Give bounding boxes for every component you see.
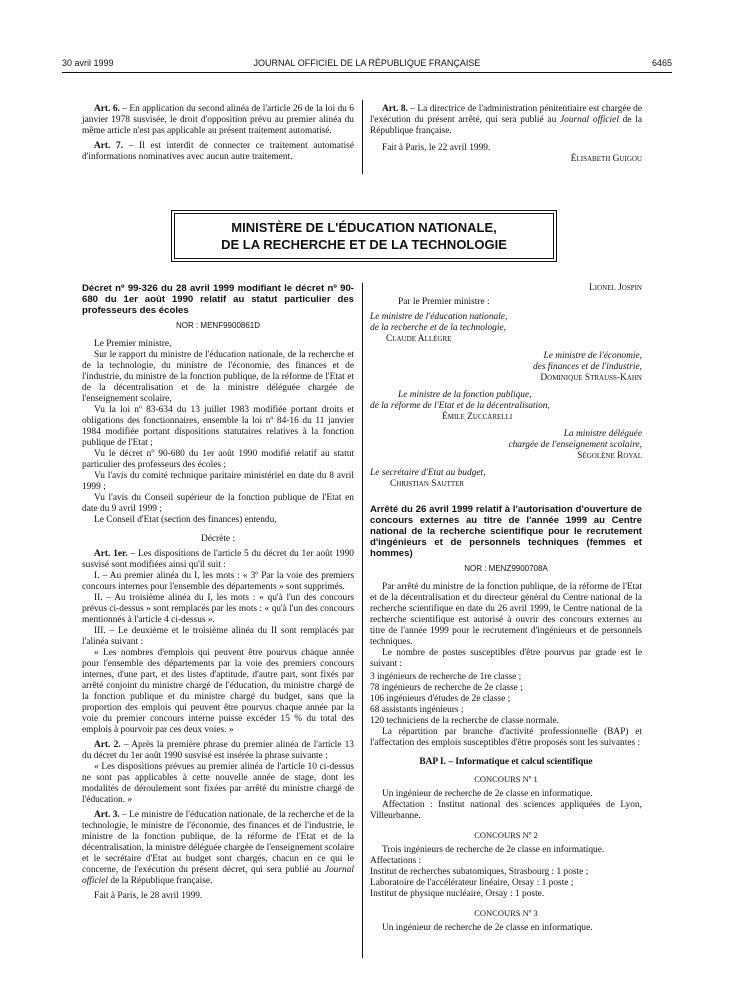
concours-2-item: Laboratoire de l'accélérateur linéaire, Orsay : 1 poste ; [370,878,574,888]
decret-nor: NOR : MENF9900861D [175,321,261,330]
visa-4: Vu l'avis du comité technique paritaire ministériel en date du 8 avril 1999 ; [82,471,354,492]
article-3 [82,810,354,887]
concours-2-line1: Trois ingénieurs de recherche de 2e classe en informatique. [382,845,605,855]
ministry-heading-box [174,213,554,259]
top-column-divider [362,100,363,174]
article-3-journal: Journal officiel [82,865,354,886]
arrete-p2: Le nombre de postes susceptibles d'être pourvus par grade est le suivant : [370,648,642,669]
sig-block-educ [370,312,642,345]
article-1 [82,549,354,571]
visa-1: Sur le rapport du ministre de l'éducation nationale, de la recherche et de la technologie, du ministre de l'économie, des finances et de l'industrie, du ministre de la fonction publique, de la réforme de l'Etat et de la décentralisation et de la ministre déléguée chargée de l'enseignement scolaire, [82,350,354,404]
article-8-end: de la République française. [370,115,642,136]
concours-2-line2: Affectations : [370,856,422,866]
arrete-p1: Par arrêté du ministre de la fonction publique, de la réforme de l'Etat et de la décentralisation et du directeur général du Centre national de la recherche scientifique en date du 26 avril 1999, le Centre national de la recherche scientifique est autorisé à ouvrir des concours externes au titre de l'année 1999 pour le recrutement d'ingénieurs et de personnels techniques. [370,582,642,647]
sig-fp-line1: Le ministre de la fonction publique, [398,390,532,400]
bap-heading: BAP I. – Informatique et calcul scientifique [419,757,593,767]
sig-strauss-kahn: Dominique Strauss-Kahn [540,373,642,383]
sig-eco-line1: Le ministre de l'économie, [543,351,642,361]
sig-sautter: Christian Sautter [390,479,465,489]
sig-del-line2: chargée de l'enseignement scolaire, [508,440,642,450]
article-1-item-2: II. – Au troisième alinéa du I, les mots : « qu'à l'un des concours prévus ci-dessus » sont remplacés par les mots : « qu'à l'un des concours mentionnés à l'article 4 ci-dessus ». [82,593,354,625]
article-1-quote: « Les nombres d'emplois qui peuvent être pourvus chaque année pour l'ensemble des départements par la voie des premiers concours internes, d'une part, et des listes d'aptitude, d'autre part, sont fixés par arrêté conjoint du ministre chargé de l'éducation, du ministre chargé de la fonction publique et du ministre chargé du budget, sans que la proportion des emplois qui peuvent être pourvus chaque année par la voie du premier concours interne puisse excéder 15 % du total des emplois à pourvoir par ces deux voies. » [82,648,354,735]
article-2-text: – Après la première phrase du premier alinéa de l'article 13 du décret du 1er août 1990 susvisé est insérée la phrase suivante : [82,740,354,761]
sig-educ-line2: de la recherche et de la technologie, [370,323,506,333]
article-2-quote: « Les dispositions prévues au premier alinéa de l'article 10 ci-dessus ne sont pas applicables à cette nouvelle année de stage, dont les modalités de déroulement sont fixées par arrêté du ministre chargé de l'éducation. » [82,762,354,805]
sig-fp-line2: de la réforme de l'Etat et de la décentralisation, [370,401,550,411]
concours-2-item: Institut de physique nucléaire, Orsay : 1 poste. [370,889,545,899]
sig-zuccarelli: Émile Zuccarelli [442,412,513,422]
concours-2-item: Institut de recherches subatomiques, Strasbourg : 1 poste ; [370,867,589,877]
decret-column [82,283,354,902]
fait-paris-22: Fait à Paris, le 22 avril 1999. [382,143,491,153]
header-journal: JOURNAL OFFICIEL DE LA RÉPUBLIQUE FRANÇAISE [253,58,481,68]
sig-royal: Ségolène Royal [577,451,642,461]
article-6 [82,104,354,137]
article-6-label: Art. 6. [94,104,120,114]
grade-item: 3 ingénieurs de recherche de 1re classe ; [370,672,522,682]
arrete-nor: NOR : MENZ9900708A [464,564,548,573]
sig-block-fp [370,390,642,423]
fait-paris-28: Fait à Paris, le 28 avril 1999. [94,891,203,901]
article-1-item-1: I. – Au premier alinéa du I, les mots : « 3º Par la voie des premiers concours internes pour l'ensemble des départements » sont supprimés. [82,571,354,592]
article-6-text: – En application du second alinéa de l'article 26 de la loi du 6 janvier 1978 susvisée, le droit d'opposition prévu au premier alinéa du même article n'est pas applicable au présent traitement automatisé. [82,104,354,136]
grade-item: 78 ingénieurs de recherche de 2e classe ; [370,683,523,693]
article-3-text: – Le ministre de l'éducation nationale, de la recherche et de la technologie, le ministre de l'économie, des finances et de l'industrie, le ministre de la fonction publique, de la réforme de l'Etat et de la décentralisation, la ministre déléguée chargée de l'enseignement scolaire et le secrétaire d'Etat au budget sont chargés, chacun en ce qui le concerne, de l'exécution du présent décret, qui sera publié au [82,810,354,875]
grades-list [370,672,642,727]
sig-eco-line2: des finances et de l'industrie, [532,362,642,372]
ministry-line-1: MINISTÈRE DE L'ÉDUCATION NATIONALE, [231,220,497,235]
visa-2: Vu la loi nº 83-634 du 13 juillet 1983 modifiée portant droits et obligations des fonctionnaires, ensemble la loi nº 84-16 du 11 janvier 1984 modifiée portant dispositions statutaires relatives à la fonction publique de l'Etat ; [82,405,354,448]
page-header [62,58,672,72]
sig-block-eco [370,351,642,384]
sig-par: Par le Premier ministre : [398,297,490,307]
article-7-label: Art. 7. [94,141,124,151]
top-right-column [370,104,642,165]
grade-item: 120 techniciens de la recherche de classe normale. [370,716,559,726]
sig-block-del [370,429,642,462]
concours-1-title: CONCOURS Nº 1 [474,774,538,784]
decrete: Décrète : [200,534,236,544]
sig-block-sec [370,468,642,490]
decret-title: Décret nº 99-326 du 28 avril 1999 modifiant le décret nº 90-680 du 1er août 1990 relatif au statut particulier des professeurs des écoles [82,283,354,316]
article-1-item-3: III. – Le deuxième et le troisième alinéa du II sont remplacés par l'alinéa suivant : [82,626,354,647]
visa-3: Vu le décret nº 90-680 du 1er août 1990 modifié relatif au statut particulier des professeurs des écoles ; [82,449,354,470]
header-date: 30 avril 1999 [62,58,114,68]
lower-column-divider [362,283,363,958]
sig-del-line1: La ministre déléguée [563,429,642,439]
concours-2-title: CONCOURS Nº 2 [474,830,538,840]
ministry-line-2: DE LA RECHERCHE ET DE LA TECHNOLOGIE [221,237,507,252]
article-7-text: – Il est interdit de connecter ce traitement automatisé d'informations nominatives avec aucun autre traitement. [82,141,354,162]
article-1-text: – Les dispositions de l'article 5 du décret du 1er août 1990 susvisé sont modifiées ainsi qu'il suit : [82,549,354,570]
concours-3-title: CONCOURS Nº 3 [474,908,538,918]
sig-sec-line1: Le secrétaire d'Etat au budget, [370,468,486,478]
top-left-column [82,104,354,163]
grade-item: 106 ingénieurs d'études de 2e classe ; [370,694,511,704]
article-8-text: – La directrice de l'administration pénitentiaire est chargée de l'exécution du présent arrêté, qui sera publié au [370,104,642,125]
article-8-journal: Journal officiel [560,115,619,125]
visa-5: Vu l'avis du Conseil supérieur de la fonction publique de l'Etat en date du 9 avril 1999 ; [82,493,354,514]
article-8-label: Art. 8. [382,104,408,114]
article-3-end: de la République française. [108,876,213,886]
arrete-title: Arrêté du 26 avril 1999 relatif à l'autorisation d'ouverture de concours externes au titre de l'année 1999 au Centre national de la recherche scientifique pour le recrutement d'ingénieurs et de personnels techniques (femmes et hommes) [370,504,642,559]
visa-6: Le Conseil d'Etat (section des finances) entendu, [94,515,277,525]
sig-jospin: Lionel Jospin [589,283,642,293]
article-7 [82,141,354,163]
right-column [370,283,642,934]
header-rule [62,72,672,73]
sig-educ-line1: Le ministre de l'éducation nationale, [370,312,508,322]
article-8 [370,104,642,137]
arrete-p3: La répartition par branche d'activité professionnelle (BAP) et l'affectation des emplois susceptibles d'être proposés sont les suivantes : [370,727,642,748]
article-2 [82,740,354,762]
decret-intro: Le Premier ministre, [94,339,172,349]
signature-guigou: Élisabeth Guigou [570,154,642,164]
header-page-number: 6465 [651,58,672,68]
concours-1-line1: Un ingénieur de recherche de 2e classe en informatique. [382,789,593,799]
sig-allegre: Claude Allègre [386,334,452,344]
article-3-label: Art. 3. [94,810,120,820]
concours-1-line2: Affectation : Institut national des sciences appliquées de Lyon, Villeurbanne. [370,800,642,821]
concours-3-line1: Un ingénieur de recherche de 2e classe en informatique. [382,923,593,933]
article-1-label: Art. 1er. [94,549,128,559]
grade-item: 68 assistants ingénieurs ; [370,705,464,715]
article-2-label: Art. 2. [94,740,121,750]
